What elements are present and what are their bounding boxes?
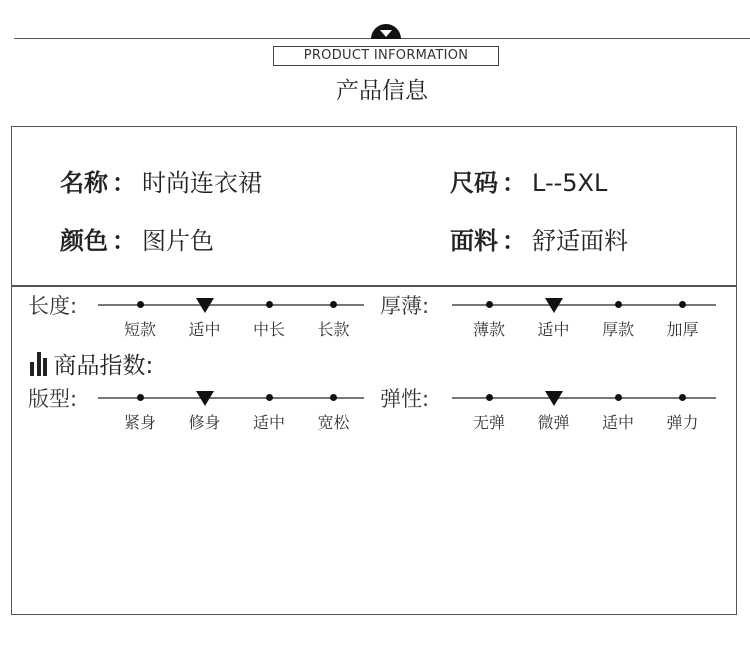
info-size xyxy=(450,163,607,198)
info-color-value: 图片色 xyxy=(142,227,214,255)
info-fabric-label: 面料 xyxy=(450,227,498,255)
info-fabric-value: 舒适面料 xyxy=(532,227,628,255)
info-size-label: 尺码 xyxy=(450,169,498,197)
scale-dot xyxy=(330,394,337,401)
info-size-sep: ： xyxy=(502,169,526,197)
info-color-label: 颜色 xyxy=(60,227,108,255)
scale-label: 弹性: xyxy=(380,387,430,411)
scale-option: 适中 xyxy=(537,320,570,339)
section-divider xyxy=(12,285,736,287)
info-name-value: 时尚连衣裙 xyxy=(142,169,262,197)
scale-label: 厚薄: xyxy=(380,294,430,318)
scale-dot xyxy=(679,301,686,308)
scale-option: 无弹 xyxy=(472,413,505,432)
selected-marker-icon xyxy=(196,391,214,406)
scale-dot xyxy=(615,394,622,401)
scale-dot xyxy=(266,301,273,308)
scale-option: 厚款 xyxy=(601,320,634,339)
scale-dot xyxy=(266,394,273,401)
scale-option: 微弹 xyxy=(537,413,570,432)
scale-dot xyxy=(486,301,493,308)
info-color-sep: ： xyxy=(112,227,136,255)
scale-option: 适中 xyxy=(252,413,285,432)
product-info-card xyxy=(11,126,737,615)
info-color xyxy=(60,221,214,256)
scale-option: 长款 xyxy=(317,320,350,339)
scale-dot xyxy=(137,394,144,401)
scale-option: 修身 xyxy=(188,413,221,432)
scale-dot xyxy=(615,301,622,308)
info-size-value: L--5XL xyxy=(532,169,608,197)
scale-dot xyxy=(137,301,144,308)
info-fabric-sep: ： xyxy=(502,227,526,255)
scale-option: 适中 xyxy=(188,320,221,339)
selected-marker-icon xyxy=(545,298,563,313)
index-heading xyxy=(30,347,153,380)
info-name-sep: ： xyxy=(112,169,136,197)
info-name xyxy=(60,163,262,198)
scale-option: 弹力 xyxy=(666,413,699,432)
scale-option: 适中 xyxy=(601,413,634,432)
scale-option: 紧身 xyxy=(123,413,156,432)
selected-marker-icon xyxy=(545,391,563,406)
scale-option: 中长 xyxy=(252,320,285,339)
bar-chart-icon xyxy=(30,352,50,376)
scale-dot xyxy=(486,394,493,401)
info-fabric xyxy=(450,221,628,256)
scale-dot xyxy=(679,394,686,401)
info-name-label: 名称 xyxy=(60,169,108,197)
scale-option: 宽松 xyxy=(317,413,350,432)
scale-label: 长度: xyxy=(28,294,78,318)
product-information-label: PRODUCT INFORMATION xyxy=(273,46,499,66)
page-title: 产品信息 xyxy=(336,78,428,104)
scale-option: 短款 xyxy=(123,320,156,339)
scale-option: 加厚 xyxy=(666,320,699,339)
scale-dot xyxy=(330,301,337,308)
scale-option: 薄款 xyxy=(472,320,505,339)
selected-marker-icon xyxy=(196,298,214,313)
chevron-down-icon xyxy=(370,23,402,39)
scale-label: 版型: xyxy=(28,387,78,411)
index-title: 商品指数: xyxy=(53,353,154,379)
